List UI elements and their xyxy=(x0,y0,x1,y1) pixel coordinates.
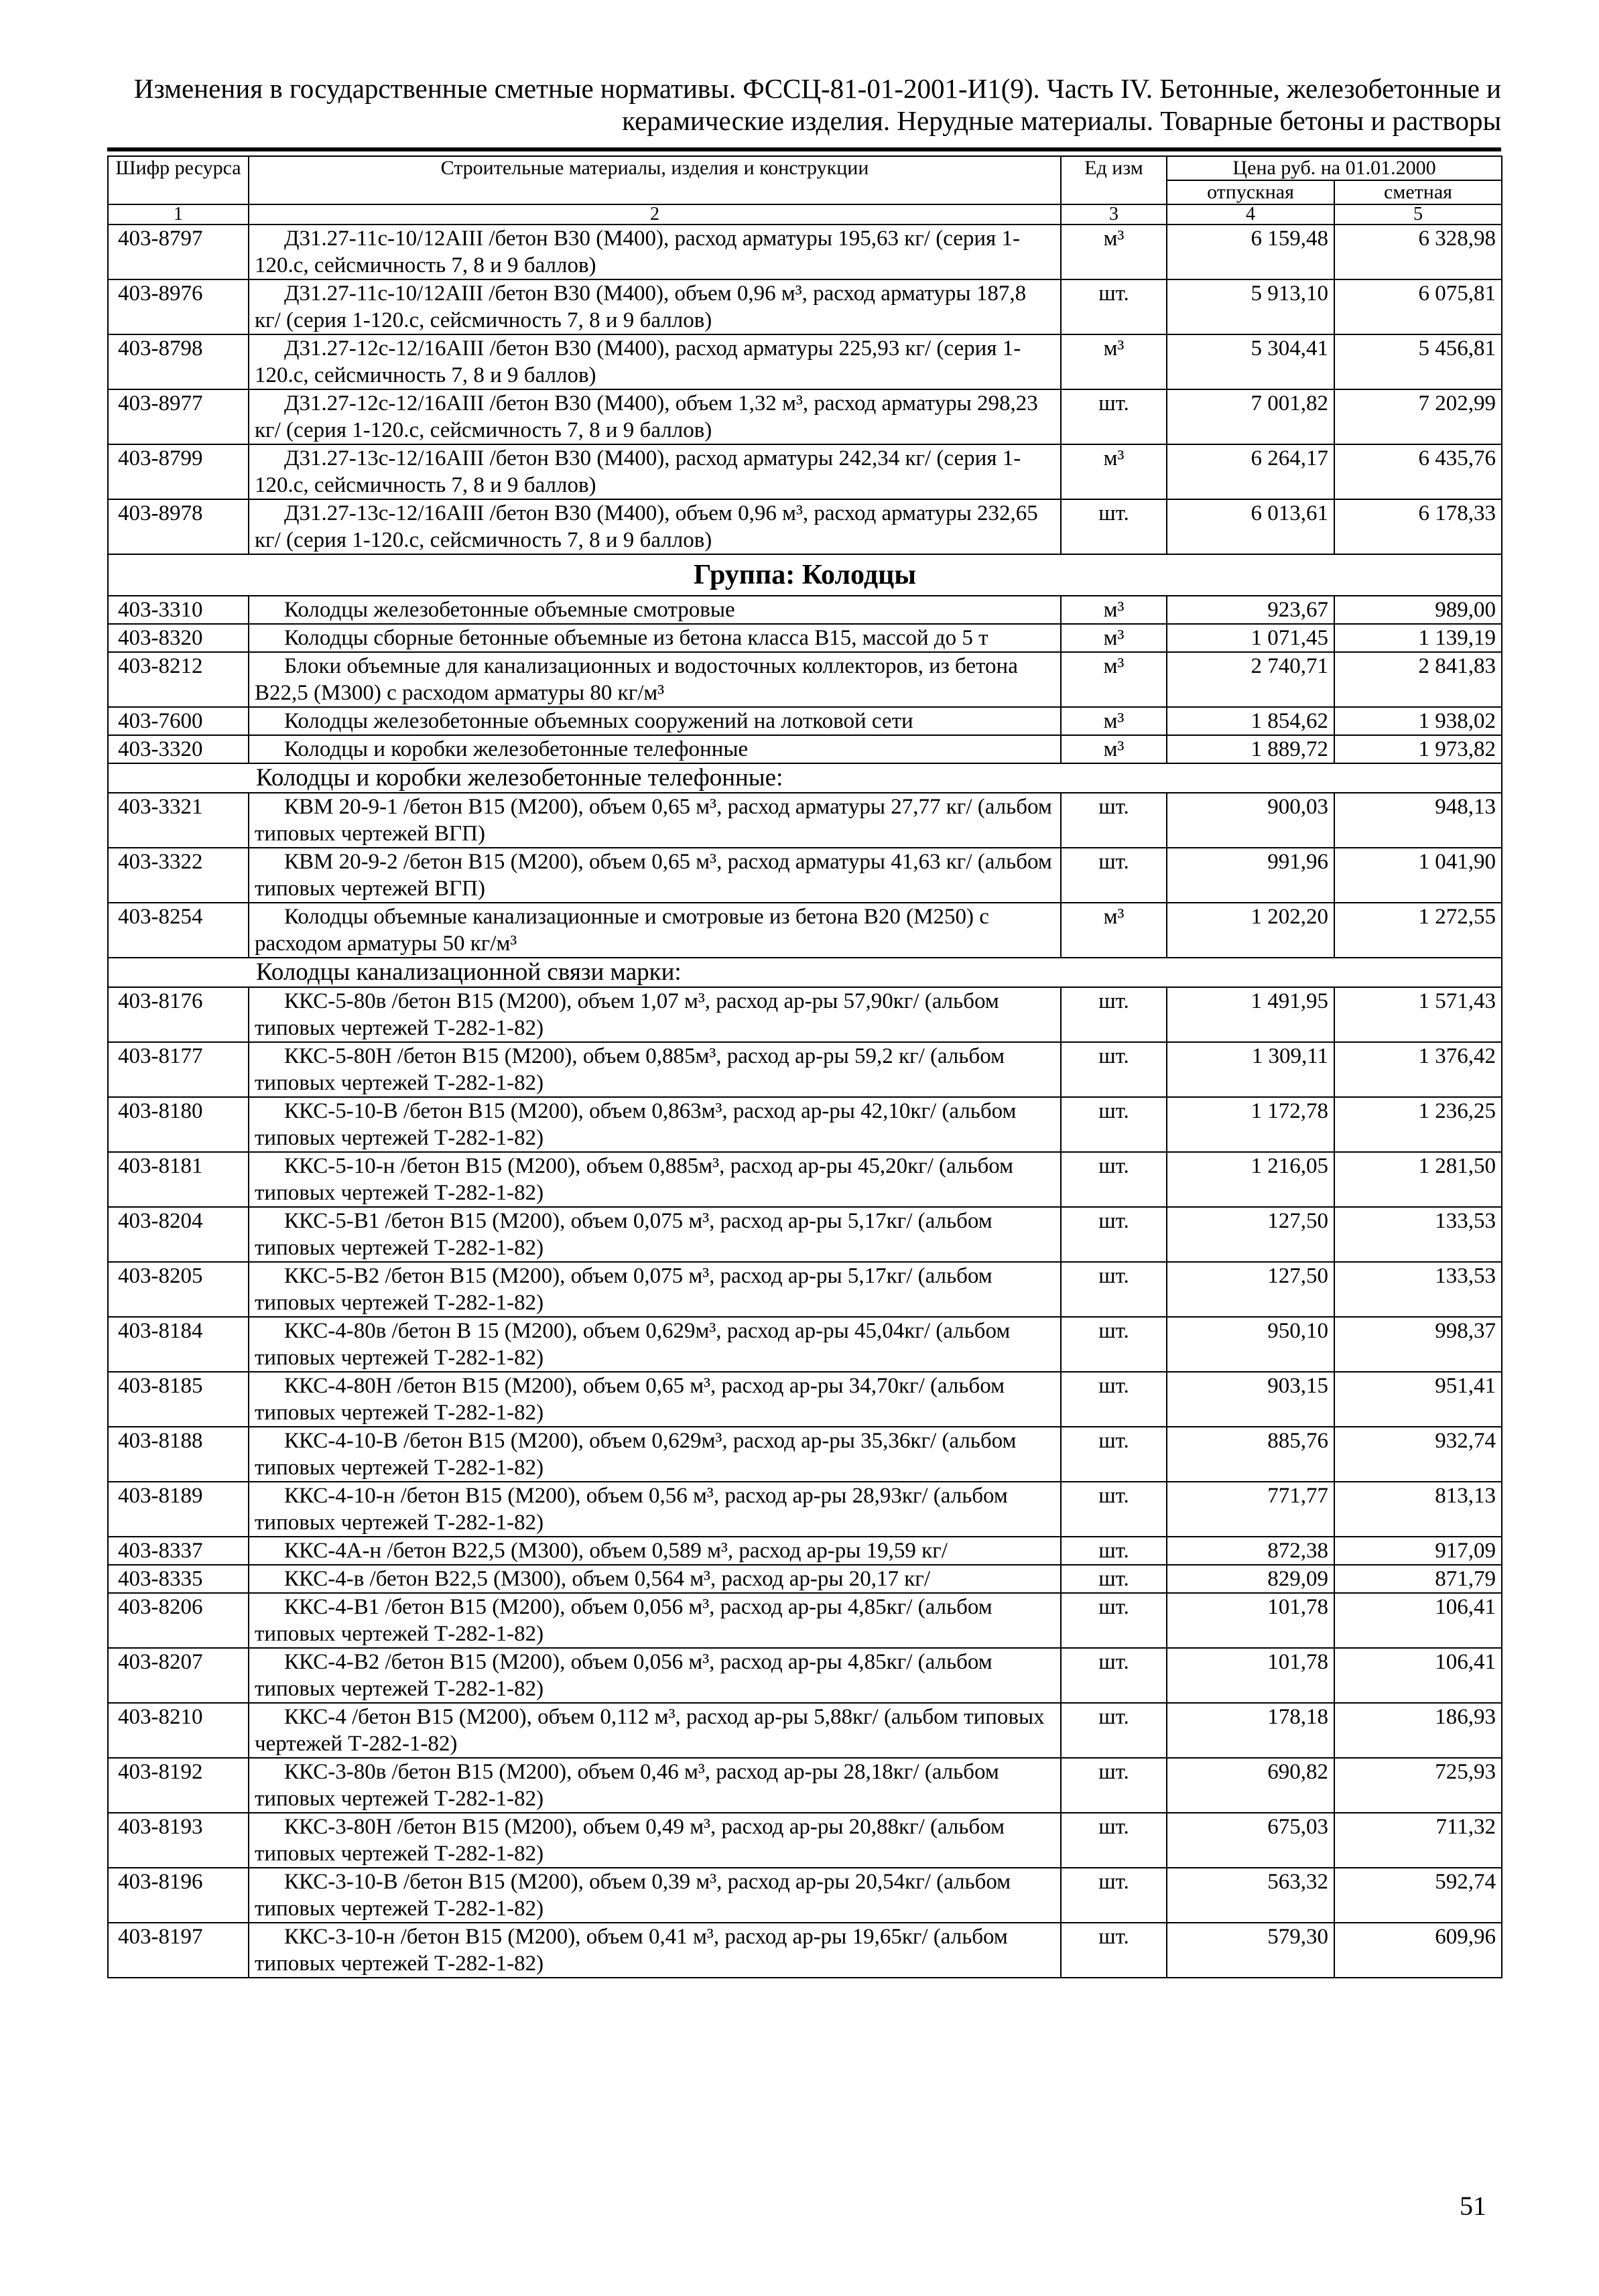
unit-of-measure: шт. xyxy=(1061,1537,1167,1565)
release-price: 1 172,78 xyxy=(1167,1097,1334,1152)
resource-code: 403-8976 xyxy=(108,279,249,334)
unit-of-measure: шт. xyxy=(1061,793,1167,848)
resource-code: 403-8798 xyxy=(108,334,249,389)
resource-description: ККС-4-в /бетон В22,5 (М300), объем 0,564 м³, расход ар-ры 20,17 кг/ xyxy=(249,1565,1061,1593)
resource-description: Колодцы сборные бетонные объемные из бетона класса В15, массой до 5 т xyxy=(249,624,1061,652)
estimate-price: 813,13 xyxy=(1334,1482,1502,1537)
resource-description: ККС-4-10-В /бетон В15 (М200), объем 0,629м³, расход ар-ры 35,36кг/ (альбом типовых чертежей Т-282-1-82) xyxy=(249,1427,1061,1482)
resource-code: 403-8797 xyxy=(108,225,249,279)
estimate-price: 6 328,98 xyxy=(1334,225,1502,279)
unit-of-measure: м³ xyxy=(1061,444,1167,499)
release-price: 127,50 xyxy=(1167,1207,1334,1262)
release-price: 903,15 xyxy=(1167,1372,1334,1427)
estimate-price: 871,79 xyxy=(1334,1565,1502,1593)
resource-code: 403-8212 xyxy=(108,652,249,707)
table-row xyxy=(108,793,1502,848)
subgroup-title: Колодцы канализационной связи марки: xyxy=(108,958,1502,987)
release-price: 1 216,05 xyxy=(1167,1152,1334,1207)
release-price: 7 001,82 xyxy=(1167,389,1334,444)
release-price: 900,03 xyxy=(1167,793,1334,848)
subgroup-title: Колодцы и коробки железобетонные телефонные: xyxy=(108,763,1502,793)
estimate-price: 948,13 xyxy=(1334,793,1502,848)
table-row xyxy=(108,735,1502,763)
resource-description: ККС-4-80Н /бетон В15 (М200), объем 0,65 м³, расход ар-ры 34,70кг/ (альбом типовых чертежей Т-282-1-82) xyxy=(249,1372,1061,1427)
unit-of-measure: шт. xyxy=(1061,1427,1167,1482)
resource-description: КВМ 20-9-2 /бетон В15 (М200), объем 0,65 м³, расход арматуры 41,63 кг/ (альбом типовых чертежей ВГП) xyxy=(249,848,1061,903)
resource-description: Д31.27-13с-12/16АIII /бетон В30 (М400), объем 0,96 м³, расход арматуры 232,65 кг/ (серия 1-120.с, сейсмичность 7, 8 и 9 баллов) xyxy=(249,499,1061,554)
resource-description: ККС-5-80в /бетон В15 (М200), объем 1,07 м³, расход ар-ры 57,90кг/ (альбом типовых чертежей Т-282-1-82) xyxy=(249,987,1061,1042)
unit-of-measure: шт. xyxy=(1061,499,1167,554)
resource-code: 403-3321 xyxy=(108,793,249,848)
table-row xyxy=(108,707,1502,735)
table-row xyxy=(108,652,1502,707)
table-row xyxy=(108,848,1502,903)
table-row xyxy=(108,389,1502,444)
release-price: 5 913,10 xyxy=(1167,279,1334,334)
release-price: 923,67 xyxy=(1167,596,1334,624)
resource-code: 403-3320 xyxy=(108,735,249,763)
resource-code: 403-8207 xyxy=(108,1648,249,1703)
release-price: 950,10 xyxy=(1167,1317,1334,1372)
estimate-price: 2 841,83 xyxy=(1334,652,1502,707)
resource-code: 403-8799 xyxy=(108,444,249,499)
table-row xyxy=(108,1923,1502,1978)
release-price: 829,09 xyxy=(1167,1565,1334,1593)
release-price: 2 740,71 xyxy=(1167,652,1334,707)
estimate-price: 609,96 xyxy=(1334,1923,1502,1978)
table-row xyxy=(108,1372,1502,1427)
unit-of-measure: шт. xyxy=(1061,1868,1167,1923)
subgroup-header-row xyxy=(108,763,1502,793)
estimate-price: 6 435,76 xyxy=(1334,444,1502,499)
estimate-price: 133,53 xyxy=(1334,1262,1502,1317)
unit-of-measure: шт. xyxy=(1061,848,1167,903)
resource-code: 403-8192 xyxy=(108,1758,249,1813)
estimate-price: 133,53 xyxy=(1334,1207,1502,1262)
unit-of-measure: м³ xyxy=(1061,652,1167,707)
resource-description: ККС-4А-н /бетон В22,5 (М300), объем 0,589 м³, расход ар-ры 19,59 кг/ xyxy=(249,1537,1061,1565)
release-price: 579,30 xyxy=(1167,1923,1334,1978)
release-price: 1 491,95 xyxy=(1167,987,1334,1042)
estimate-price: 7 202,99 xyxy=(1334,389,1502,444)
resource-code: 403-8189 xyxy=(108,1482,249,1537)
estimate-price: 1 973,82 xyxy=(1334,735,1502,763)
estimate-price: 998,37 xyxy=(1334,1317,1502,1372)
release-price: 101,78 xyxy=(1167,1593,1334,1648)
unit-of-measure: шт. xyxy=(1061,1703,1167,1758)
table-row xyxy=(108,1097,1502,1152)
resource-description: Д31.27-11с-10/12АIII /бетон В30 (М400), объем 0,96 м³, расход арматуры 187,8 кг/ (серия 1-120.с, сейсмичность 7, 8 и 9 баллов) xyxy=(249,279,1061,334)
head-name: Строительные материалы, изделия и конструкции xyxy=(249,156,1061,204)
colnum-5: 5 xyxy=(1334,204,1502,225)
page-number: 51 xyxy=(1460,2191,1486,2221)
table-row xyxy=(108,1152,1502,1207)
estimate-price: 6 075,81 xyxy=(1334,279,1502,334)
resource-code: 403-8188 xyxy=(108,1427,249,1482)
group-title: Группа: Колодцы xyxy=(108,554,1502,596)
resource-code: 403-3310 xyxy=(108,596,249,624)
resource-code: 403-8205 xyxy=(108,1262,249,1317)
table-row xyxy=(108,1593,1502,1648)
release-price: 6 013,61 xyxy=(1167,499,1334,554)
resource-description: ККС-4-80в /бетон В 15 (М200), объем 0,629м³, расход ар-ры 45,04кг/ (альбом типовых чертежей Т-282-1-82) xyxy=(249,1317,1061,1372)
estimate-price: 711,32 xyxy=(1334,1813,1502,1868)
unit-of-measure: м³ xyxy=(1061,707,1167,735)
resource-code: 403-8176 xyxy=(108,987,249,1042)
release-price: 101,78 xyxy=(1167,1648,1334,1703)
resource-code: 403-8180 xyxy=(108,1097,249,1152)
unit-of-measure: шт. xyxy=(1061,1482,1167,1537)
unit-of-measure: шт. xyxy=(1061,1317,1167,1372)
release-price: 1 071,45 xyxy=(1167,624,1334,652)
resource-description: Д31.27-13с-12/16АIII /бетон В30 (М400), расход арматуры 242,34 кг/ (серия 1-120.с, сейсмичность 7, 8 и 9 баллов) xyxy=(249,444,1061,499)
unit-of-measure: шт. xyxy=(1061,1372,1167,1427)
table-row xyxy=(108,1042,1502,1097)
resource-description: ККС-3-80в /бетон В15 (М200), объем 0,46 м³, расход ар-ры 28,18кг/ (альбом типовых чертежей Т-282-1-82) xyxy=(249,1758,1061,1813)
estimate-price: 6 178,33 xyxy=(1334,499,1502,554)
unit-of-measure: шт. xyxy=(1061,1152,1167,1207)
table-row xyxy=(108,1537,1502,1565)
unit-of-measure: шт. xyxy=(1061,1207,1167,1262)
release-price: 690,82 xyxy=(1167,1758,1334,1813)
table-row xyxy=(108,624,1502,652)
release-price: 5 304,41 xyxy=(1167,334,1334,389)
table-row xyxy=(108,987,1502,1042)
colnum-3: 3 xyxy=(1061,204,1167,225)
resource-code: 403-8204 xyxy=(108,1207,249,1262)
resource-description: ККС-3-80Н /бетон В15 (М200), объем 0,49 м³, расход ар-ры 20,88кг/ (альбом типовых чертежей Т-282-1-82) xyxy=(249,1813,1061,1868)
resource-description: ККС-5-10-н /бетон В15 (М200), объем 0,885м³, расход ар-ры 45,20кг/ (альбом типовых чертежей Т-282-1-82) xyxy=(249,1152,1061,1207)
release-price: 675,03 xyxy=(1167,1813,1334,1868)
header-line-1: Изменения в государственные сметные нормативы. ФССЦ-81-01-2001-И1(9). Часть IV. Бетонные, железобетонные и xyxy=(133,73,1501,104)
resource-code: 403-8185 xyxy=(108,1372,249,1427)
estimate-price: 186,93 xyxy=(1334,1703,1502,1758)
resource-code: 403-8978 xyxy=(108,499,249,554)
unit-of-measure: шт. xyxy=(1061,987,1167,1042)
table-row xyxy=(108,225,1502,279)
estimate-price: 1 571,43 xyxy=(1334,987,1502,1042)
table-row xyxy=(108,444,1502,499)
group-header-row xyxy=(108,554,1502,596)
price-table xyxy=(107,155,1502,1978)
unit-of-measure: м³ xyxy=(1061,596,1167,624)
resource-code: 403-8254 xyxy=(108,903,249,958)
release-price: 872,38 xyxy=(1167,1537,1334,1565)
estimate-price: 1 236,25 xyxy=(1334,1097,1502,1152)
resource-code: 403-8977 xyxy=(108,389,249,444)
estimate-price: 1 938,02 xyxy=(1334,707,1502,735)
unit-of-measure: м³ xyxy=(1061,735,1167,763)
resource-description: Д31.27-12с-12/16АIII /бетон В30 (М400), объем 1,32 м³, расход арматуры 298,23 кг/ (серия 1-120.с, сейсмичность 7, 8 и 9 баллов) xyxy=(249,389,1061,444)
unit-of-measure: шт. xyxy=(1061,1593,1167,1648)
unit-of-measure: м³ xyxy=(1061,903,1167,958)
resource-description: ККС-5-В1 /бетон В15 (М200), объем 0,075 м³, расход ар-ры 5,17кг/ (альбом типовых чертежей Т-282-1-82) xyxy=(249,1207,1061,1262)
resource-code: 403-8177 xyxy=(108,1042,249,1097)
unit-of-measure: шт. xyxy=(1061,1565,1167,1593)
head-code: Шифр ресурса xyxy=(108,156,249,204)
resource-code: 403-8320 xyxy=(108,624,249,652)
header-rule xyxy=(107,147,1501,151)
estimate-price: 1 272,55 xyxy=(1334,903,1502,958)
resource-description: КВМ 20-9-1 /бетон В15 (М200), объем 0,65 м³, расход арматуры 27,77 кг/ (альбом типовых чертежей ВГП) xyxy=(249,793,1061,848)
resource-description: ККС-5-10-В /бетон В15 (М200), объем 0,863м³, расход ар-ры 42,10кг/ (альбом типовых чертежей Т-282-1-82) xyxy=(249,1097,1061,1152)
resource-description: ККС-4-В1 /бетон В15 (М200), объем 0,056 м³, расход ар-ры 4,85кг/ (альбом типовых чертежей Т-282-1-82) xyxy=(249,1593,1061,1648)
resource-description: Д31.27-12с-12/16АIII /бетон В30 (М400), расход арматуры 225,93 кг/ (серия 1-120.с, сейсмичность 7, 8 и 9 баллов) xyxy=(249,334,1061,389)
estimate-price: 1 281,50 xyxy=(1334,1152,1502,1207)
resource-code: 403-7600 xyxy=(108,707,249,735)
table-row xyxy=(108,1648,1502,1703)
unit-of-measure: шт. xyxy=(1061,1813,1167,1868)
unit-of-measure: шт. xyxy=(1061,1042,1167,1097)
release-price: 885,76 xyxy=(1167,1427,1334,1482)
resource-code: 403-8337 xyxy=(108,1537,249,1565)
release-price: 178,18 xyxy=(1167,1703,1334,1758)
page-header xyxy=(107,72,1501,137)
table-row xyxy=(108,1262,1502,1317)
estimate-price: 917,09 xyxy=(1334,1537,1502,1565)
release-price: 1 854,62 xyxy=(1167,707,1334,735)
table-body xyxy=(108,225,1502,1978)
resource-description: Колодцы железобетонные объемные смотровые xyxy=(249,596,1061,624)
resource-code: 403-8184 xyxy=(108,1317,249,1372)
release-price: 563,32 xyxy=(1167,1868,1334,1923)
resource-description: Колодцы железобетонные объемных сооружений на лотковой сети xyxy=(249,707,1061,735)
resource-description: Блоки объемные для канализационных и водосточных коллекторов, из бетона В22,5 (М300) с расходом арматуры 80 кг/м³ xyxy=(249,652,1061,707)
resource-description: ККС-3-10-В /бетон В15 (М200), объем 0,39 м³, расход ар-ры 20,54кг/ (альбом типовых чертежей Т-282-1-82) xyxy=(249,1868,1061,1923)
estimate-price: 106,41 xyxy=(1334,1648,1502,1703)
resource-description: ККС-3-10-н /бетон В15 (М200), объем 0,41 м³, расход ар-ры 19,65кг/ (альбом типовых чертежей Т-282-1-82) xyxy=(249,1923,1061,1978)
table-row xyxy=(108,1758,1502,1813)
estimate-price: 106,41 xyxy=(1334,1593,1502,1648)
resource-description: ККС-5-В2 /бетон В15 (М200), объем 0,075 м³, расход ар-ры 5,17кг/ (альбом типовых чертежей Т-282-1-82) xyxy=(249,1262,1061,1317)
unit-of-measure: м³ xyxy=(1061,624,1167,652)
unit-of-measure: м³ xyxy=(1061,225,1167,279)
colnum-2: 2 xyxy=(249,204,1061,225)
colnum-1: 1 xyxy=(108,204,249,225)
table-row xyxy=(108,499,1502,554)
head-unit: Ед изм xyxy=(1061,156,1167,204)
unit-of-measure: шт. xyxy=(1061,279,1167,334)
unit-of-measure: шт. xyxy=(1061,1758,1167,1813)
release-price: 1 309,11 xyxy=(1167,1042,1334,1097)
estimate-price: 932,74 xyxy=(1334,1427,1502,1482)
resource-code: 403-8193 xyxy=(108,1813,249,1868)
resource-description: ККС-4-В2 /бетон В15 (М200), объем 0,056 м³, расход ар-ры 4,85кг/ (альбом типовых чертежей Т-282-1-82) xyxy=(249,1648,1061,1703)
resource-description: ККС-4 /бетон В15 (М200), объем 0,112 м³, расход ар-ры 5,88кг/ (альбом типовых чертежей Т-282-1-82) xyxy=(249,1703,1061,1758)
estimate-price: 1 376,42 xyxy=(1334,1042,1502,1097)
table-row xyxy=(108,1813,1502,1868)
resource-code: 403-8210 xyxy=(108,1703,249,1758)
unit-of-measure: шт. xyxy=(1061,1097,1167,1152)
table-row xyxy=(108,903,1502,958)
estimate-price: 1 041,90 xyxy=(1334,848,1502,903)
estimate-price: 951,41 xyxy=(1334,1372,1502,1427)
resource-description: Д31.27-11с-10/12АIII /бетон В30 (М400), расход арматуры 195,63 кг/ (серия 1-120.с, сейсмичность 7, 8 и 9 баллов) xyxy=(249,225,1061,279)
table-row xyxy=(108,596,1502,624)
resource-code: 403-3322 xyxy=(108,848,249,903)
estimate-price: 5 456,81 xyxy=(1334,334,1502,389)
unit-of-measure: шт. xyxy=(1061,1648,1167,1703)
unit-of-measure: шт. xyxy=(1061,1923,1167,1978)
estimate-price: 725,93 xyxy=(1334,1758,1502,1813)
table-row xyxy=(108,1565,1502,1593)
table-row xyxy=(108,1317,1502,1372)
head-price: Цена руб. на 01.01.2000 xyxy=(1167,156,1502,180)
head-estimate: сметная xyxy=(1334,180,1502,204)
unit-of-measure: шт. xyxy=(1061,389,1167,444)
release-price: 127,50 xyxy=(1167,1262,1334,1317)
resource-code: 403-8335 xyxy=(108,1565,249,1593)
resource-code: 403-8181 xyxy=(108,1152,249,1207)
table-row xyxy=(108,334,1502,389)
estimate-price: 1 139,19 xyxy=(1334,624,1502,652)
unit-of-measure: м³ xyxy=(1061,334,1167,389)
resource-code: 403-8206 xyxy=(108,1593,249,1648)
resource-code: 403-8197 xyxy=(108,1923,249,1978)
resource-description: Колодцы и коробки железобетонные телефонные xyxy=(249,735,1061,763)
release-price: 1 889,72 xyxy=(1167,735,1334,763)
release-price: 1 202,20 xyxy=(1167,903,1334,958)
header-line-2: керамические изделия. Нерудные материалы. Товарные бетоны и растворы xyxy=(622,105,1501,136)
colnum-4: 4 xyxy=(1167,204,1334,225)
resource-code: 403-8196 xyxy=(108,1868,249,1923)
release-price: 991,96 xyxy=(1167,848,1334,903)
table-row xyxy=(108,1427,1502,1482)
resource-description: ККС-4-10-н /бетон В15 (М200), объем 0,56 м³, расход ар-ры 28,93кг/ (альбом типовых чертежей Т-282-1-82) xyxy=(249,1482,1061,1537)
estimate-price: 592,74 xyxy=(1334,1868,1502,1923)
resource-description: ККС-5-80Н /бетон В15 (М200), объем 0,885м³, расход ар-ры 59,2 кг/ (альбом типовых чертежей Т-282-1-82) xyxy=(249,1042,1061,1097)
resource-description: Колодцы объемные канализационные и смотровые из бетона В20 (М250) с расходом арматуры 50 кг/м³ xyxy=(249,903,1061,958)
table-row xyxy=(108,1207,1502,1262)
table-row xyxy=(108,279,1502,334)
table-head xyxy=(108,156,1502,225)
table-row xyxy=(108,1868,1502,1923)
release-price: 771,77 xyxy=(1167,1482,1334,1537)
subgroup-header-row xyxy=(108,958,1502,987)
release-price: 6 264,17 xyxy=(1167,444,1334,499)
head-release: отпускная xyxy=(1167,180,1334,204)
table-row xyxy=(108,1482,1502,1537)
unit-of-measure: шт. xyxy=(1061,1262,1167,1317)
release-price: 6 159,48 xyxy=(1167,225,1334,279)
estimate-price: 989,00 xyxy=(1334,596,1502,624)
table-row xyxy=(108,1703,1502,1758)
